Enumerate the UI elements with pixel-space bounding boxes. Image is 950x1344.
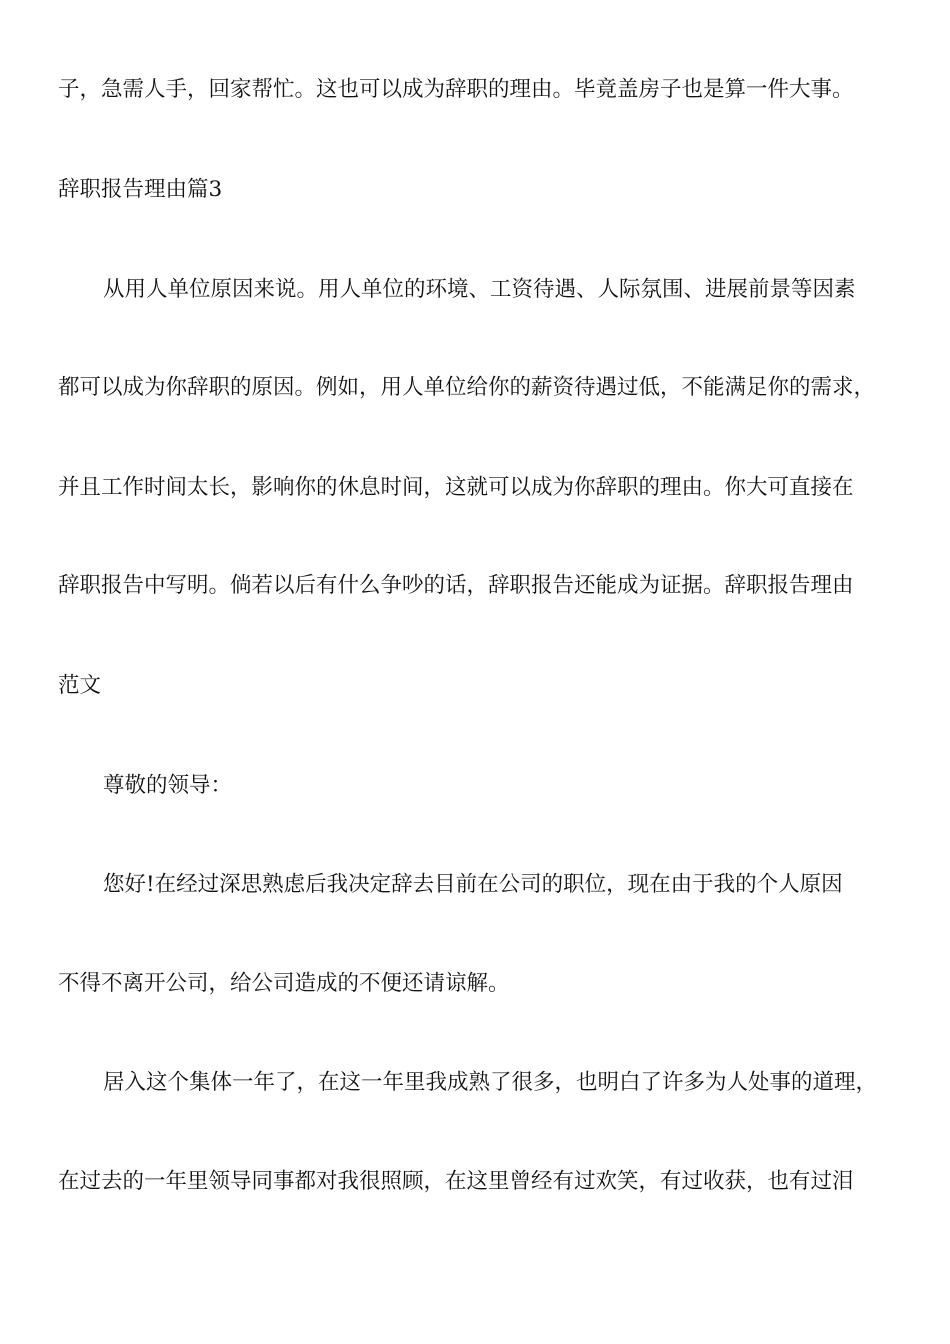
salutation: 尊敬的领导： — [103, 773, 233, 798]
paragraph-line: 子，急需人手，回家帮忙。这也可以成为辞职的理由。毕竟盖房子也是算一件大事。 — [58, 77, 854, 102]
paragraph-line: 在过去的一年里领导同事都对我很照顾，在这里曾经有过欢笑，有过收获，也有过泪 — [58, 1169, 854, 1194]
paragraph-line: 不得不离开公司，给公司造成的不便还请谅解。 — [58, 971, 510, 996]
paragraph-line: 辞职报告中写明。倘若以后有什么争吵的话，辞职报告还能成为证据。辞职报告理由 — [58, 573, 854, 598]
paragraph-line: 都可以成为你辞职的原因。例如，用人单位给你的薪资待遇过低，不能满足你的需求， — [58, 375, 876, 400]
section-heading: 辞职报告理由篇3 — [58, 177, 223, 202]
paragraph-line: 居入这个集体一年了，在这一年里我成熟了很多，也明白了许多为人处事的道理， — [103, 1070, 878, 1095]
paragraph-line: 范文 — [58, 673, 102, 698]
paragraph-line: 并且工作时间太长，影响你的休息时间，这就可以成为你辞职的理由。你大可直接在 — [58, 475, 854, 500]
paragraph-line: 从用人单位原因来说。用人单位的环境、工资待遇、人际氛围、进展前景等因素 — [103, 277, 856, 302]
paragraph-line: 您好!在经过深思熟虑后我决定辞去目前在公司的职位，现在由于我的个人原因 — [103, 872, 843, 897]
